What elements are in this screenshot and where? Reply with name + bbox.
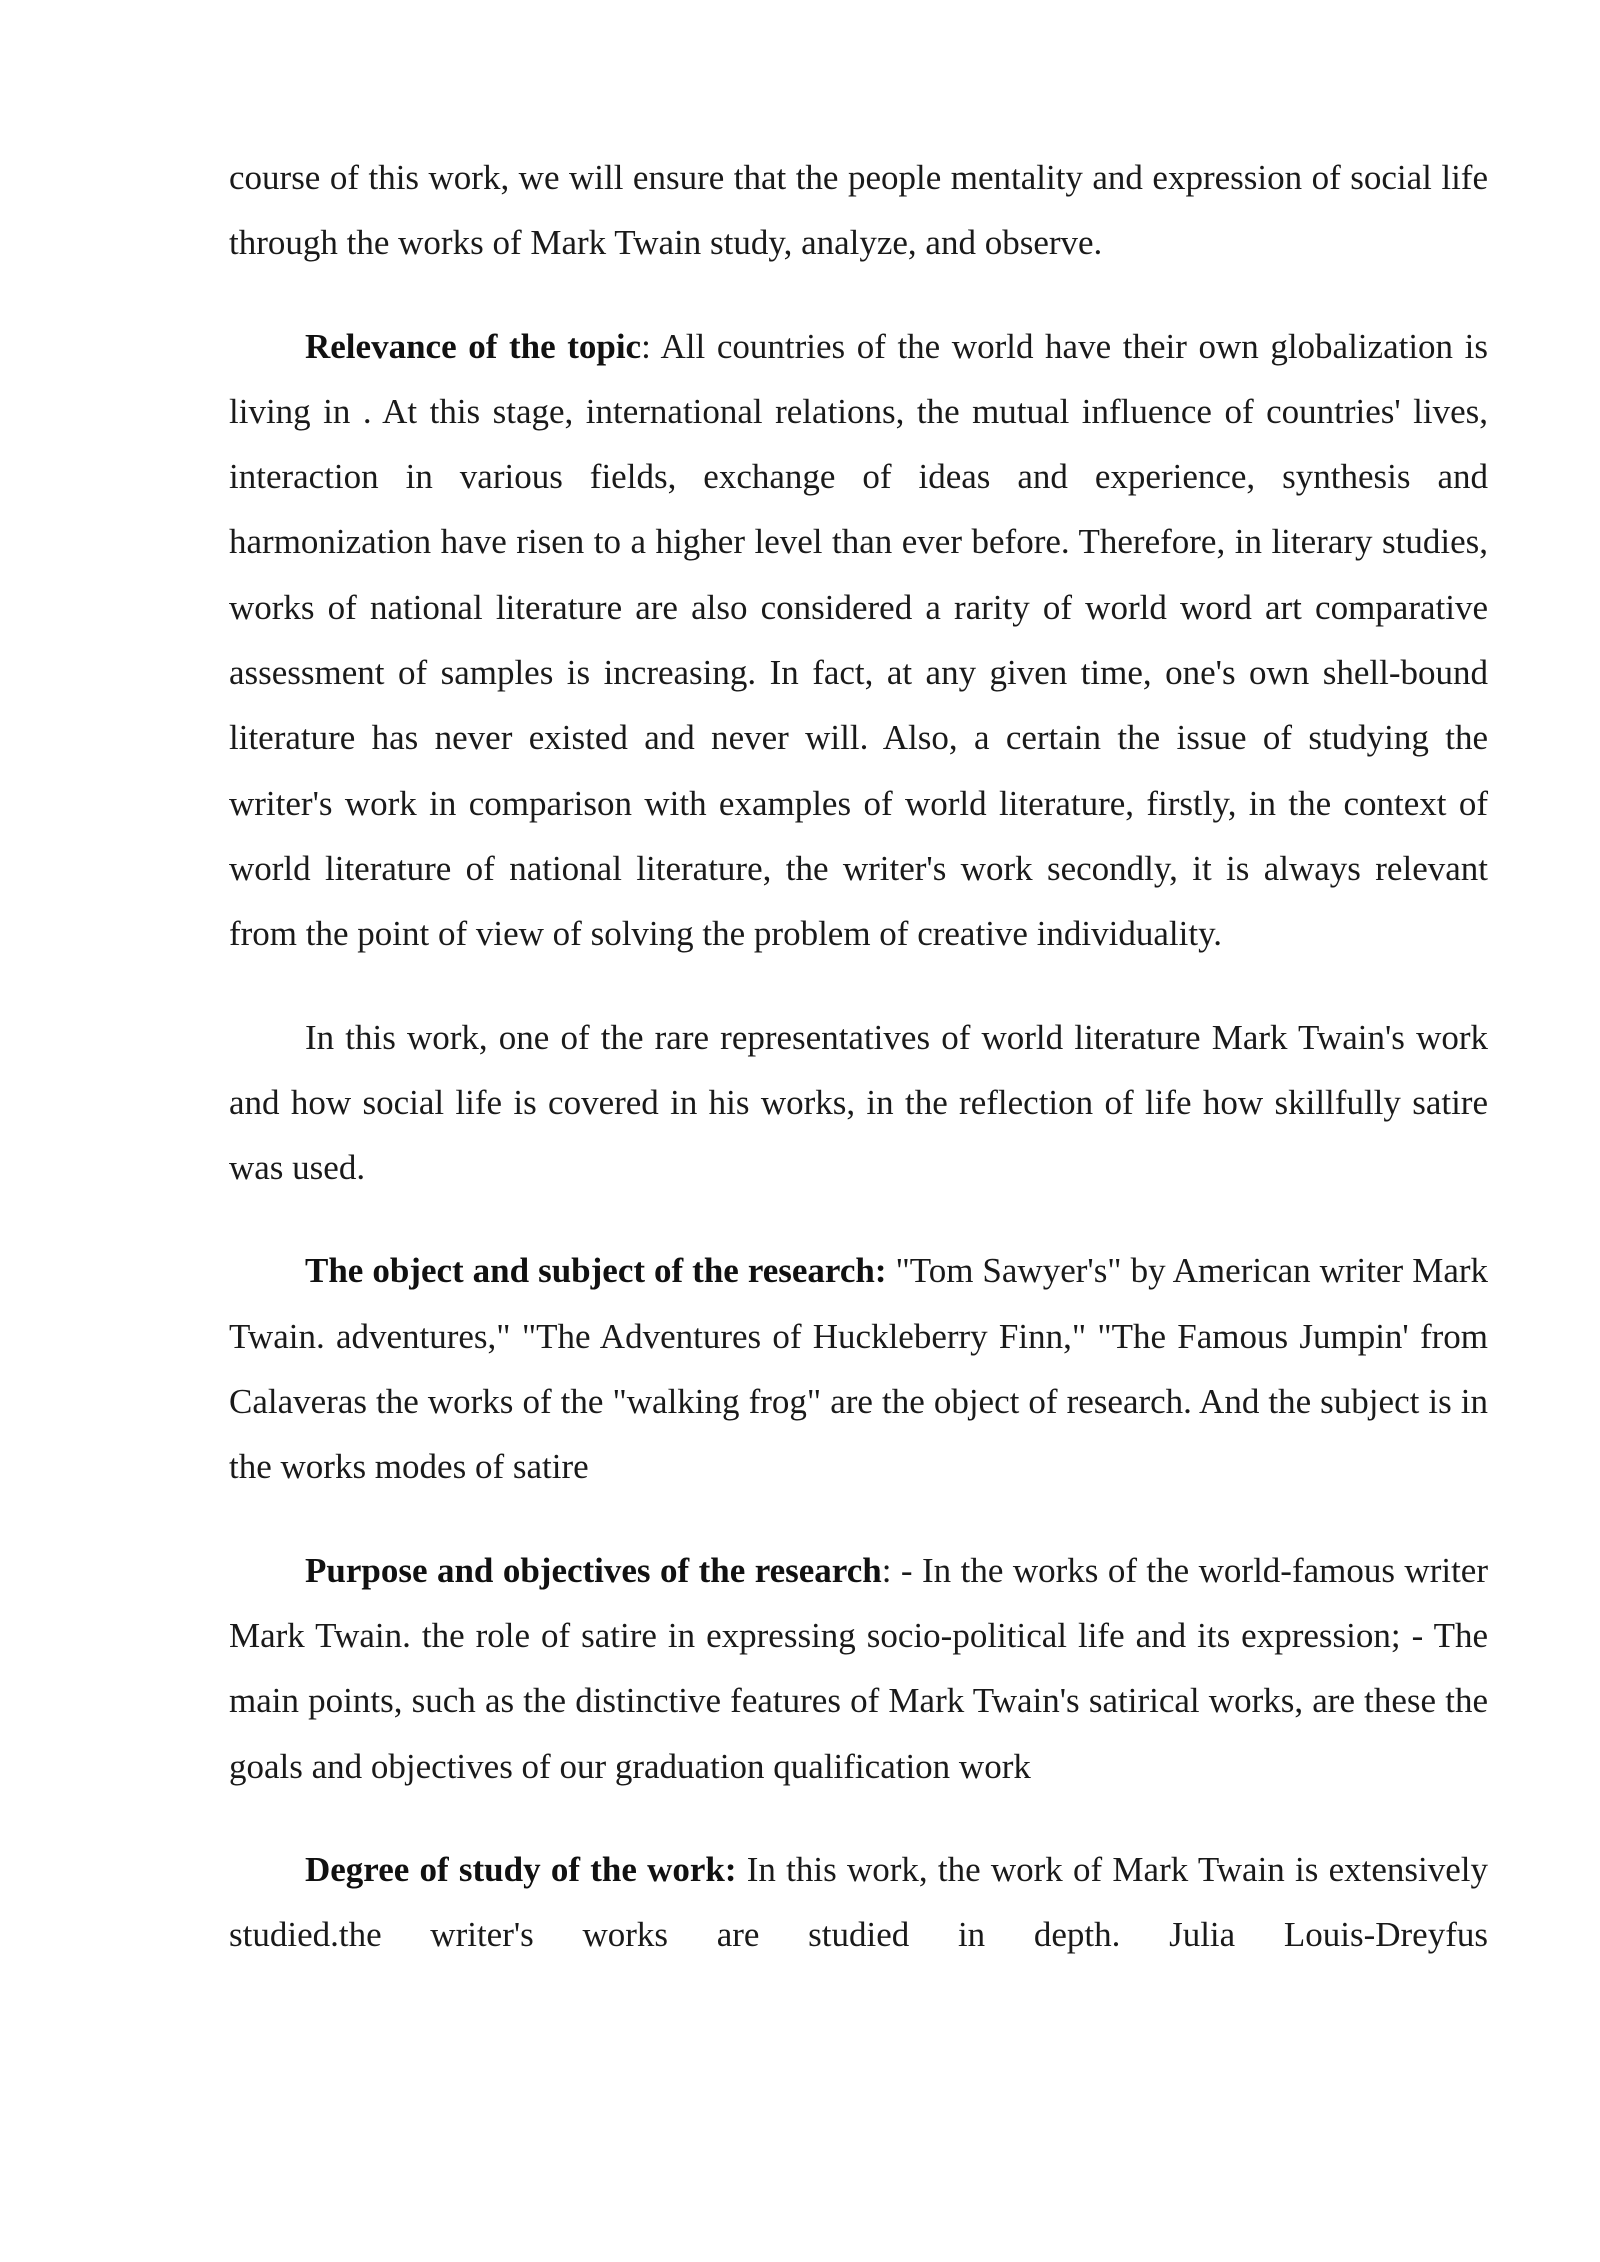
heading-separator: : [641, 326, 651, 366]
paragraph-heading: Degree of study of the work: [305, 1849, 737, 1889]
paragraph-heading: The object and subject of the research: [305, 1251, 887, 1291]
paragraph-degree [229, 1837, 1488, 1968]
paragraph-body: "Tom Sawyer's" by American writer Mark Twain. adventures," "The Adventures of Huckleberry Finn," "The Famous Jumpin' from Calaveras the works of the "walking frog" are the object of research. And the subject is in the works modes of satire [229, 1251, 1489, 1487]
paragraph-heading: Purpose and objectives of the research [305, 1550, 882, 1590]
paragraph-body: course of this work, we will ensure that the people mentality and expression of social life through the works of Mark Twain study, analyze, and observe. [229, 158, 1488, 263]
paragraph-this-work [229, 1005, 1488, 1201]
paragraph-body: - In the works of the world-famous writer Mark Twain. the role of satire in expressing socio-political life and its expression; - The main points, such as the distinctive features of Mark Twain's satirical works, are these the goals and objectives of our graduation qualification work [229, 1550, 1488, 1786]
paragraph-body: In this work, one of the rare representatives of world literature Mark Twain's work and how social life is covered in his works, in the reflection of life how skillfully satire was used. [229, 1017, 1488, 1188]
paragraph-heading: Relevance of the topic [305, 326, 642, 366]
paragraph-purpose [229, 1538, 1488, 1799]
paragraph-relevance [229, 314, 1488, 967]
document-page [229, 145, 1488, 2005]
paragraph-intro-continuation [229, 145, 1488, 276]
heading-separator: : [881, 1550, 892, 1590]
paragraph-object-subject [229, 1238, 1488, 1499]
paragraph-body: All countries of the world have their own globalization is living in . At this stage, international relations, the mutual influence of countries' lives, interaction in various fields, exchange of ideas and experience, synthesis and harmonization have risen to a higher level than ever before. Therefore, in literary studies, works of national literature are also considered a rarity of world word art comparative assessment of samples is increasing. In fact, at any given time, one's own shell-bound literature has never existed and never will. Also, a certain the issue of studying the writer's work in comparison with examples of world literature, firstly, in the context of world literature of national literature, the writer's work secondly, it is always relevant from the point of view of solving the problem of creative individuality. [229, 326, 1488, 954]
paragraph-body: In this work, the work of Mark Twain is extensively studied.the writer's works are studied in depth. Julia Louis-Dreyfus [229, 1849, 1488, 1955]
